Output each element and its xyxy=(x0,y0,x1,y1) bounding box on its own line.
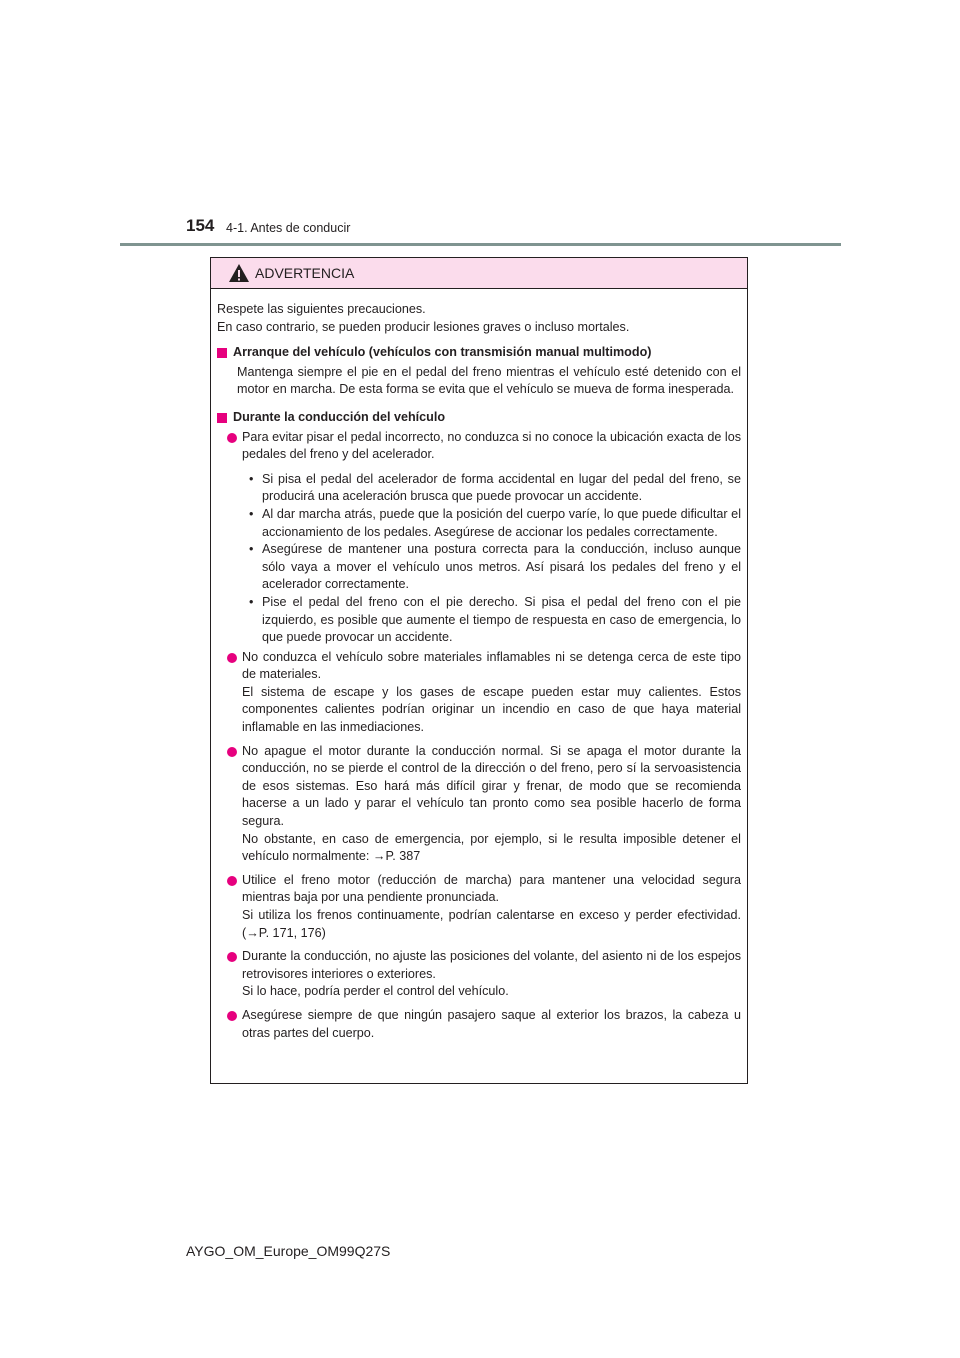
section-heading-start xyxy=(217,344,741,362)
list-item-text xyxy=(242,743,741,866)
list-item xyxy=(227,649,741,737)
sub-bullet-text: Al dar marcha atrás, puede que la posición del cuerpo varíe, lo que puede dificultar el accionamiento de los pedales. Asegúrese de accionar los pedales correctamente. xyxy=(262,506,741,539)
bullet-glyph: • xyxy=(249,506,254,521)
sub-bullet-item xyxy=(249,541,741,594)
list-item-line: Si utiliza los frenos continuamente, podrían calentarse en exceso y perder efectividad. (→P. 171, 176) xyxy=(242,908,741,940)
circle-bullet-icon xyxy=(227,653,237,663)
circle-bullet-icon xyxy=(227,433,237,443)
bullet-glyph: • xyxy=(249,594,254,609)
bullet-glyph: • xyxy=(249,542,254,557)
list-item-line: Si lo hace, podría perder el control del vehículo. xyxy=(242,984,509,999)
sub-bullet-item xyxy=(249,471,741,506)
circle-bullet-icon xyxy=(227,952,237,962)
list-item xyxy=(227,872,741,942)
square-bullet-icon xyxy=(217,348,227,358)
intro-line-2: En caso contrario, se pueden producir lesiones graves o incluso mortales. xyxy=(217,319,630,334)
intro-line-1: Respete las siguientes precauciones. xyxy=(217,302,426,316)
list-item-text xyxy=(242,649,741,737)
list-item-line: No apague el motor durante la conducción normal. Si se apaga el motor durante la conducción, no se pierde el control de la dirección o del freno, pero sí la servoasistencia de esos sistemas. Eso hará más difícil girar y frenar, de modo que se recomienda hacerse a un lado y parar el vehículo tan pronto como sea posible hacerlo de forma segura. xyxy=(242,743,741,829)
list-item-text xyxy=(242,948,741,1001)
page-number: 154 xyxy=(186,216,215,235)
bullet-glyph: • xyxy=(249,471,254,486)
list-item-line: Utilice el freno motor (reducción de marcha) para mantener una velocidad segura mientras baja por una pendiente pronunciada. xyxy=(242,872,741,905)
list-item xyxy=(227,948,741,1001)
list-item xyxy=(227,743,741,866)
square-bullet-icon xyxy=(217,413,227,423)
sub-bullet-text: Si pisa el pedal del acelerador de forma accidental en lugar del pedal del freno, se producirá una aceleración brusca que puede provocar un accidente. xyxy=(262,471,741,504)
list-item xyxy=(227,1007,741,1042)
section-heading-driving xyxy=(217,409,741,427)
circle-bullet-icon xyxy=(227,747,237,757)
warning-triangle-icon xyxy=(228,263,250,283)
list-item-line: Durante la conducción, no ajuste las posiciones del volante, del asiento ni de los espejos retrovisores interiores o exteriores. xyxy=(242,949,741,981)
circle-bullet-icon xyxy=(227,876,237,886)
section-heading-start-text: Arranque del vehículo (vehículos con transmisión manual multimodo) xyxy=(233,345,652,360)
section-heading-driving-text: Durante la conducción del vehículo xyxy=(233,409,446,424)
list-item-text: Para evitar pisar el pedal incorrecto, no conduzca si no conoce la ubicación exacta de los pedales del freno y del acelerador. xyxy=(242,429,741,462)
list-item-line: El sistema de escape y los gases de escape pueden estar muy calientes. Estos componentes calientes podrían originar un incendio en caso de que haya material inflamable en las inmediaciones. xyxy=(242,684,741,735)
list-item-line: No obstante, en caso de emergencia, por ejemplo, si le resulta imposible detener el vehículo normalmente: →P. 387 xyxy=(242,831,741,864)
warning-body xyxy=(211,289,747,1042)
section-title: 4-1. Antes de conducir xyxy=(226,221,351,235)
sub-bullet-item xyxy=(249,506,741,541)
sub-bullet-text: Asegúrese de mantener una postura correcta para la conducción, incluso aunque sólo vaya a mover el vehículo unos metros. Así pisará los pedales del freno y el acelerador correctamente. xyxy=(262,542,741,592)
warning-title: ADVERTENCIA xyxy=(255,265,355,281)
list-item xyxy=(227,429,741,464)
header-rule xyxy=(120,243,841,246)
circle-bullet-icon xyxy=(227,1011,237,1021)
document-code: AYGO_OM_Europe_OM99Q27S xyxy=(186,1243,391,1259)
list-item-line: No conduzca el vehículo sobre materiales inflamables ni se detenga cerca de este tipo de materiales. xyxy=(242,649,741,682)
list-item-text: Asegúrese siempre de que ningún pasajero saque al exterior los brazos, la cabeza u otras partes del cuerpo. xyxy=(242,1007,741,1040)
sub-bullet-list xyxy=(249,471,741,647)
section-start-text: Mantenga siempre el pie en el pedal del freno mientras el vehículo esté detenido con el motor en marcha. De esta forma se evita que el vehículo se mueva de forma inesperada. xyxy=(237,364,741,397)
warning-header xyxy=(211,258,747,289)
sub-bullet-item xyxy=(249,594,741,647)
list-item-text xyxy=(242,872,741,942)
warning-box xyxy=(210,257,748,1084)
sub-bullet-text: Pise el pedal del freno con el pie derecho. Si pisa el pedal del freno con el pie izquierdo, es posible que aumente el tiempo de respuesta en caso de emergencia, lo que puede provocar un accidente. xyxy=(262,594,741,645)
